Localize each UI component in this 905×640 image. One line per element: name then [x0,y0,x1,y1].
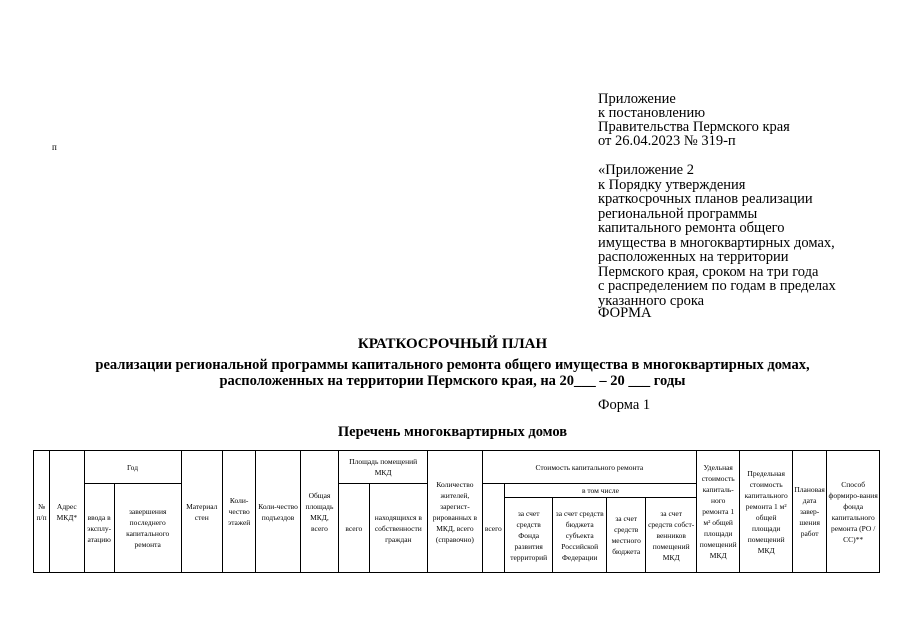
document-title: КРАТКОСРОЧНЫЙ ПЛАН [357,336,548,352]
header-fund: за счет средств Фонда развития территорий [504,498,553,573]
header-local: за счет средств местного бюджета [607,498,646,573]
annex-line: капитального ремонта общего [598,220,785,236]
annex-line: региональной программы [598,205,758,222]
approval-line: к постановлению [598,105,706,121]
annex-line: краткосрочных планов реализации [598,191,813,207]
approval-line: от 26.04.2023 № 319-п [598,133,736,149]
annex-line: «Приложение 2 [598,162,694,178]
approval-line: Приложение [598,91,676,107]
header-cost: Стоимость капитального ремонта [482,451,696,484]
header-address: Адрес МКД* [50,451,84,573]
header-year-repair: завершения последнего капитального ремонта [114,484,181,573]
annex-line: расположенных на территории [598,249,789,265]
document-subtitle: реализации региональной программы капитального ремонта общего имущества в многоквартирных домах, расположенных на территории Пермского края, на 20___ – 20 ___ годы [95,357,810,389]
annex-line: имущества в многоквартирных домах, [598,234,835,251]
header-walls: Материал стен [181,451,222,573]
form-number: Форма 1 [598,397,651,413]
header-residents: Количество жителей, зарегист-рированных в МКД, всего (справочно) [428,451,483,573]
annex-block [598,163,898,308]
header-regional: за счет средств бюджета субъекта Российской Федерации [553,498,607,573]
list-title: Перечень многоквартирных домов [337,424,568,440]
header-area-total: всего [339,484,369,573]
form-label: ФОРМА [598,305,652,321]
header-unit-cost: Удельная стоимость капиталь-ного ремонта 1 м² общей площади помещений МКД [696,451,739,573]
header-year-commission: ввода в эксплу-атацию [84,484,114,573]
annex-line: указанного срока [598,292,705,309]
header-premises-area: Площадь помещений МКД [339,451,428,484]
header-cost-total: всего [482,484,504,573]
header-num: № п/п [34,451,50,573]
header-including: в том числе [504,484,696,498]
header-entrances: Коли-чество подъездов [256,451,300,573]
header-owners: за счет средств собст-венников помещений МКД [646,498,697,573]
page-mark: п [52,142,57,152]
header-floors: Коли-чество этажей [222,451,255,573]
header-total-area: Общая площадь МКД, всего [300,451,338,573]
approval-block [598,92,888,148]
header-year: Год [84,451,181,484]
header-planned-date: Плановая дата завер-шения работ [792,451,826,573]
annex-line: с распределением по годам в пределах [598,278,836,294]
header-fund-method: Способ формиро-вания фонда капитального ремонта (РО / СС)** [827,451,880,573]
header-area-citizens: находящихся в собственности граждан [369,484,428,573]
buildings-table [33,450,880,573]
annex-line: к Порядку утверждения [598,176,746,193]
header-max-cost: Предельная стоимость капитального ремонта 1 м² общей площади помещений МКД [740,451,793,573]
approval-line: Правительства Пермского края [598,119,790,135]
annex-line: Пермского края, сроком на три года [598,263,819,280]
